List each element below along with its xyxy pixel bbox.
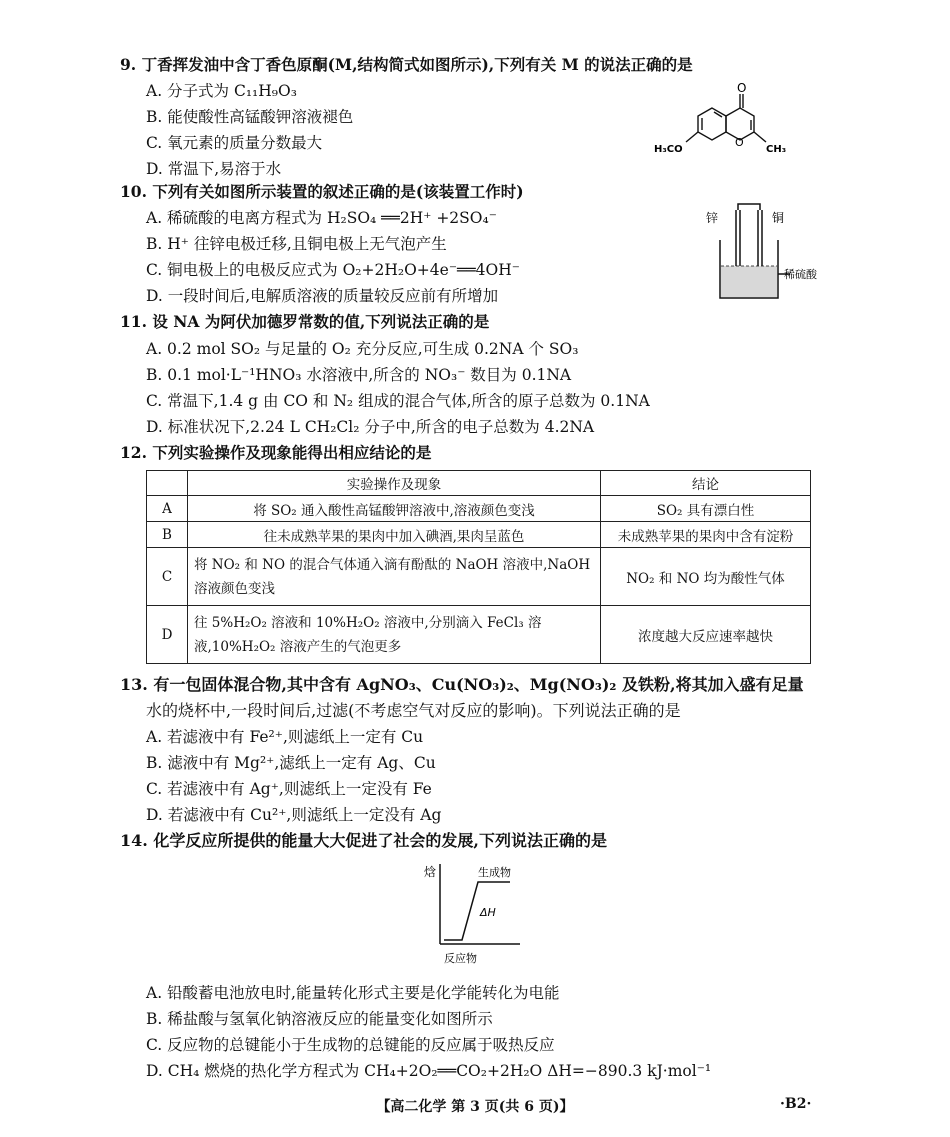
chromone-structure-figure	[650, 80, 800, 160]
q13-option-c: C. 若滤液中有 Ag⁺,则滤纸上一定没有 Fe	[146, 780, 432, 798]
q14-option-d: D. CH₄ 燃烧的热化学方程式为 CH₄+2O₂══CO₂+2H₂O ΔH=−890.3 kJ·mol⁻¹	[146, 1062, 712, 1080]
row-label: C	[147, 548, 188, 606]
fig-methoxy-label: H₃CO	[654, 144, 683, 155]
fig-ring-o: O	[735, 136, 744, 149]
row-operation: 将 NO₂ 和 NO 的混合气体通入滴有酚酞的 NaOH 溶液中,NaOH 溶液颜色变浅	[188, 548, 601, 606]
row-label: A	[147, 496, 188, 522]
table-row	[147, 496, 811, 522]
experiment-table	[146, 470, 811, 664]
row-label: B	[147, 522, 188, 548]
table-row	[147, 522, 811, 548]
q11-option-b: B. 0.1 mol·L⁻¹HNO₃ 水溶液中,所含的 NO₃⁻ 数目为 0.1NA	[146, 366, 572, 384]
q14-stem: 14. 化学反应所提供的能量大大促进了社会的发展,下列说法正确的是	[120, 831, 607, 850]
fig-enthalpy-axis: 焓	[424, 865, 437, 879]
q9-option-c: C. 氧元素的质量分数最大	[146, 134, 323, 152]
q10-option-c: C. 铜电极上的电极反应式为 O₂+2H₂O+4e⁻══4OH⁻	[146, 261, 520, 279]
fig-copper-label: 铜	[772, 211, 785, 225]
q14-option-b: B. 稀盐酸与氢氧化钠溶液反应的能量变化如图所示	[146, 1010, 493, 1028]
q10-option-d: D. 一段时间后,电解质溶液的质量较反应前有所增加	[146, 287, 499, 305]
table-row	[147, 606, 811, 664]
row-operation: 将 SO₂ 通入酸性高锰酸钾溶液中,溶液颜色变浅	[188, 496, 601, 522]
row-conclusion: SO₂ 具有漂白性	[601, 496, 811, 522]
fig-methyl-label: CH₃	[766, 144, 787, 155]
q13-option-d: D. 若滤液中有 Cu²⁺,则滤纸上一定没有 Ag	[146, 806, 442, 824]
row-operation: 往 5%H₂O₂ 溶液和 10%H₂O₂ 溶液中,分别滴入 FeCl₃ 溶液,10%H₂O₂ 溶液产生的气泡更多	[188, 606, 601, 664]
table-header-operation: 实验操作及现象	[188, 471, 601, 496]
q11-stem: 11. 设 NA 为阿伏加德罗常数的值,下列说法正确的是	[120, 312, 490, 331]
fig-product-label: 生成物	[478, 866, 511, 879]
table-header-conclusion: 结论	[601, 471, 811, 496]
enthalpy-diagram-figure	[420, 858, 540, 970]
fig-zinc-label: 锌	[706, 211, 719, 225]
q9-option-b: B. 能使酸性高锰酸钾溶液褪色	[146, 108, 354, 126]
q12-stem: 12. 下列实验操作及现象能得出相应结论的是	[120, 443, 432, 462]
galvanic-cell-figure	[698, 200, 828, 304]
q11-option-d: D. 标准状况下,2.24 L CH₂Cl₂ 分子中,所含的电子总数为 4.2NA	[146, 418, 595, 436]
page-footer: 【高二化学 第 3 页(共 6 页)】	[376, 1099, 574, 1115]
fig-acid-label: 稀硫酸	[784, 268, 817, 281]
fig-carbonyl-o: O	[737, 81, 747, 95]
q9-option-a: A. 分子式为 C₁₁H₉O₃	[146, 82, 297, 100]
row-label: D	[147, 606, 188, 664]
q14-option-c: C. 反应物的总键能小于生成物的总键能的反应属于吸热反应	[146, 1036, 555, 1054]
q9-option-d: D. 常温下,易溶于水	[146, 160, 282, 178]
q10-stem: 10. 下列有关如图所示装置的叙述正确的是(该装置工作时)	[120, 182, 524, 201]
row-conclusion: 浓度越大反应速率越快	[601, 606, 811, 664]
row-conclusion: NO₂ 和 NO 均为酸性气体	[601, 548, 811, 606]
q13-stem-line1: 13. 有一包固体混合物,其中含有 AgNO₃、Cu(NO₃)₂、Mg(NO₃)₂ 及铁粉,将其加入盛有足量	[120, 675, 804, 694]
table-header-blank	[147, 471, 188, 496]
page-code: ·B2·	[780, 1096, 812, 1112]
fig-delta-h-label: ΔH	[480, 906, 496, 919]
q9-stem: 9. 丁香挥发油中含丁香色原酮(M,结构简式如图所示),下列有关 M 的说法正确的是	[120, 55, 693, 74]
row-operation: 往未成熟苹果的果肉中加入碘酒,果肉呈蓝色	[188, 522, 601, 548]
q14-option-a: A. 铅酸蓄电池放电时,能量转化形式主要是化学能转化为电能	[146, 984, 560, 1002]
row-conclusion: 未成熟苹果的果肉中含有淀粉	[601, 522, 811, 548]
q11-option-c: C. 常温下,1.4 g 由 CO 和 N₂ 组成的混合气体,所含的原子总数为 0.1NA	[146, 392, 650, 410]
q11-option-a: A. 0.2 mol SO₂ 与足量的 O₂ 充分反应,可生成 0.2NA 个 SO₃	[146, 340, 579, 358]
q13-option-a: A. 若滤液中有 Fe²⁺,则滤纸上一定有 Cu	[146, 728, 424, 746]
q13-stem-line2: 水的烧杯中,一段时间后,过滤(不考虑空气对反应的影响)。下列说法正确的是	[146, 701, 681, 720]
q10-option-a: A. 稀硫酸的电离方程式为 H₂SO₄ ══2H⁺ +2SO₄⁻	[146, 209, 497, 227]
table-header-row	[147, 471, 811, 496]
table-row	[147, 548, 811, 606]
q13-option-b: B. 滤液中有 Mg²⁺,滤纸上一定有 Ag、Cu	[146, 754, 436, 772]
q10-option-b: B. H⁺ 往锌电极迁移,且铜电极上无气泡产生	[146, 235, 447, 253]
fig-reactant-label: 反应物	[444, 952, 477, 965]
